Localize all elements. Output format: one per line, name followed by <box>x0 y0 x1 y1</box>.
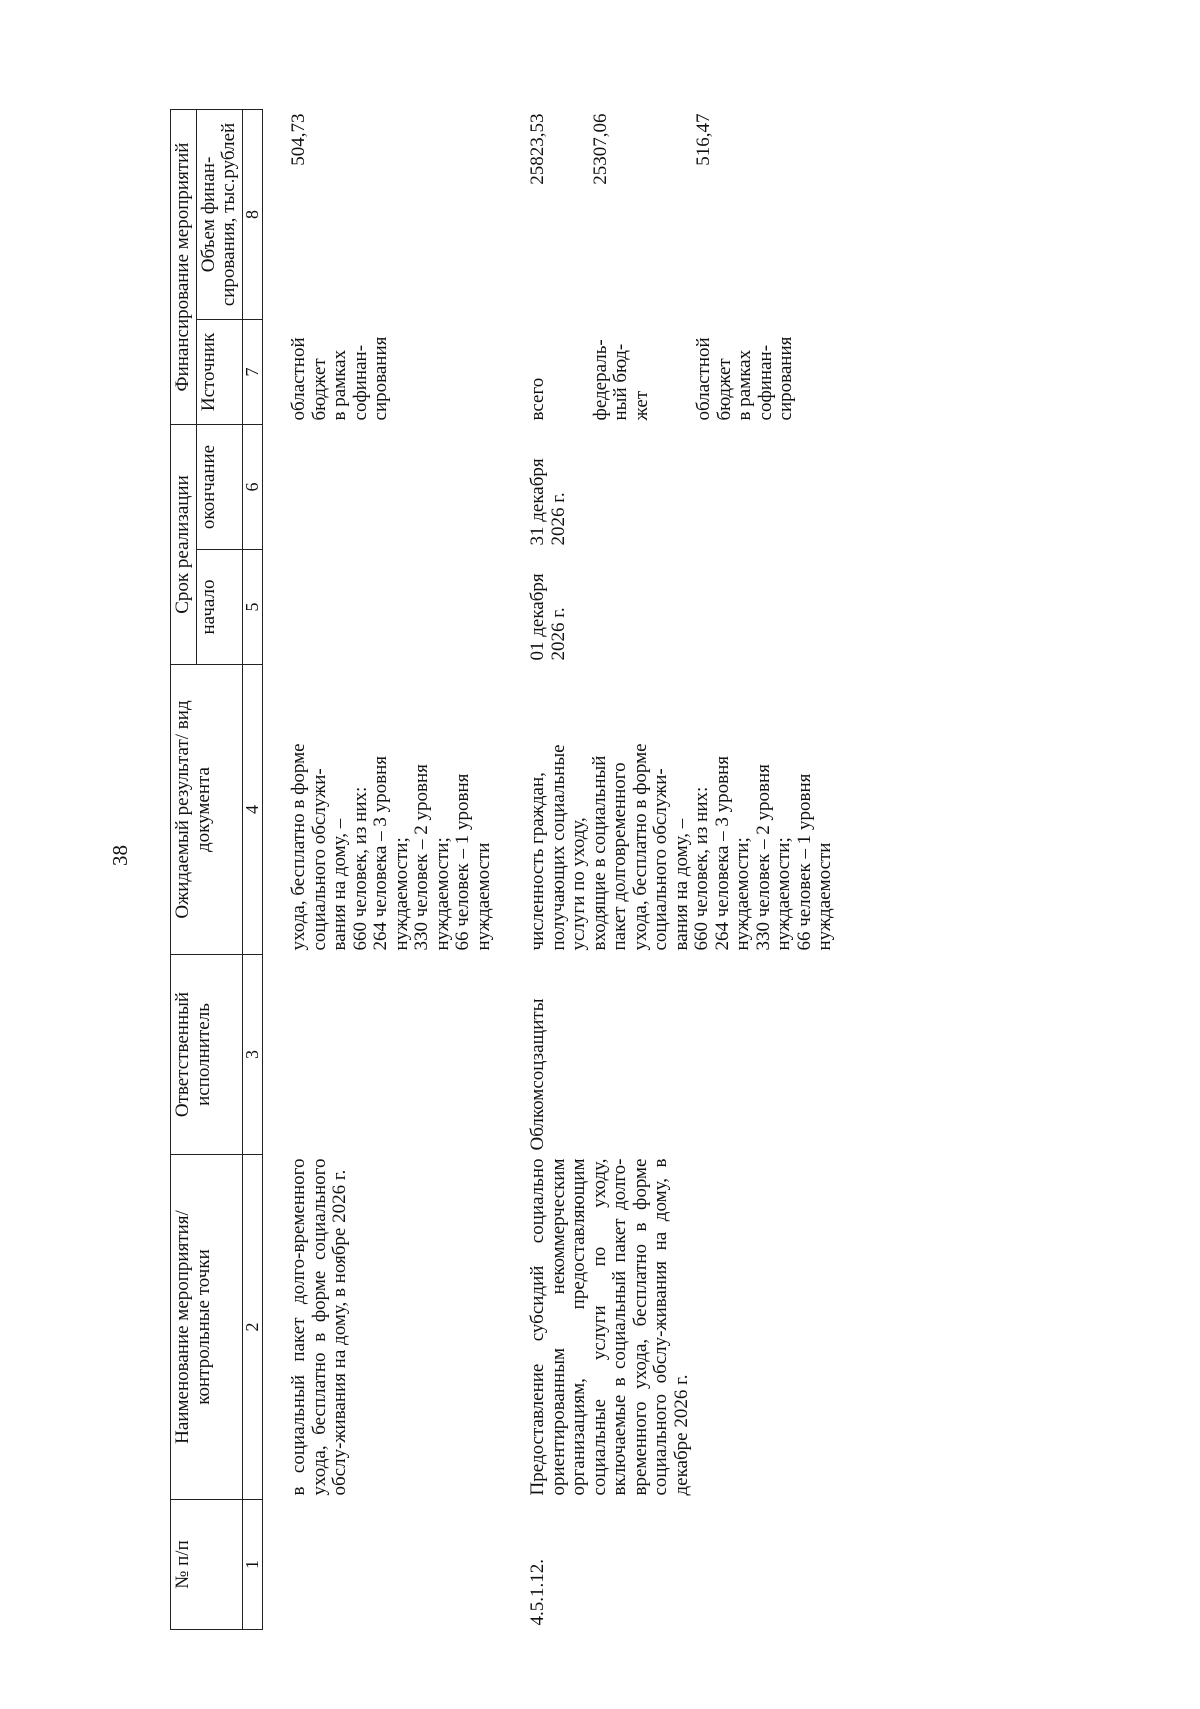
page-number: 38 <box>108 845 132 866</box>
header-end: окончание <box>196 424 242 549</box>
column-number: 6 <box>242 424 262 549</box>
row-end <box>287 424 496 549</box>
row-start <box>287 550 496 665</box>
activities-table <box>170 109 838 1630</box>
table-row <box>526 109 838 1629</box>
header-start: начало <box>196 550 242 665</box>
table-header <box>171 109 263 1629</box>
row-start: 01 декабря 2026 г. <box>527 573 569 661</box>
row-executor <box>287 955 496 1155</box>
financing-volume-regional: 516,47 <box>693 113 715 166</box>
header-name: Наименование мероприятия/ контрольные точки <box>171 1155 243 1500</box>
row-executor: Облкомсоцзащиты <box>527 998 549 1151</box>
financing-volume-federal: 25307,06 <box>589 113 611 185</box>
rotated-table-container <box>170 110 1030 1630</box>
header-result: Ожидаемый результат/ вид документа <box>171 665 243 955</box>
row-result: ухода, бесплатно в форме социального обслужи- вания на дому, – 660 человек, из них: 264 человека – 3 уровня нуждаемости; 330 человек – 2 уровня нуждаемости; 66 человек – 1 уровня нуждаемости <box>287 743 494 951</box>
header-source: Источник <box>196 319 242 424</box>
header-num: № п/п <box>171 1500 243 1630</box>
column-number: 7 <box>242 319 262 424</box>
header-volume: Объем финан-сирования, тыс.рублей <box>196 109 242 319</box>
row-source <box>526 319 838 424</box>
row-volume: 504,73 <box>287 113 309 166</box>
column-number: 8 <box>242 109 262 319</box>
row-result: численность граждан, получающих социальные услуги по уходу, входящие в социальный пакет долговременного ухода, бесплатно в форме социального обслужи- вания на дому, – 660 человек, из них: 264 человека – 3 уровня нуждаемости; 330 человек – 2 уровня нуждаемости; 66 человек – 1 уровня нуждаемости <box>527 743 836 951</box>
row-end: 31 декабря 2026 г. <box>527 458 569 546</box>
financing-source-federal: федераль- ный бюд- жет <box>589 339 652 421</box>
header-term: Срок реализации <box>171 424 197 664</box>
row-source: областной бюджет в рамках софинан- сирования <box>287 336 392 421</box>
column-number: 4 <box>242 665 262 955</box>
row-name: в социальный пакет долго-временного ухода, бесплатно в форме социального обслу-живания на дому, в ноябре 2026 г. <box>287 1158 351 1496</box>
financing-volume-total: 25823,53 <box>527 113 549 185</box>
row-name: Предоставление субсидий социально ориентированным некоммерческим организациям, предоставляющим социальные услуги по уходу, включаемые в социальный пакет долго-временного ухода, бесплатно в форме социального обслу-живания на дому, в декабре 2026 г. <box>527 1158 692 1496</box>
table-row <box>287 109 496 1629</box>
header-executor: Ответственный исполнитель <box>171 955 243 1155</box>
column-number: 3 <box>242 955 262 1155</box>
table-body <box>262 109 837 1629</box>
row-volume <box>526 109 838 319</box>
row-num: 4.5.1.12. <box>527 1559 549 1626</box>
row-num <box>287 1500 496 1630</box>
financing-source-total: всего <box>527 377 549 421</box>
column-number-row <box>242 109 262 1629</box>
financing-source-regional: областной бюджет в рамках софинан- сирования <box>693 336 797 421</box>
column-number: 1 <box>242 1500 262 1630</box>
column-number: 2 <box>242 1155 262 1500</box>
column-number: 5 <box>242 550 262 665</box>
header-financing: Финансирование мероприятий <box>171 109 197 424</box>
